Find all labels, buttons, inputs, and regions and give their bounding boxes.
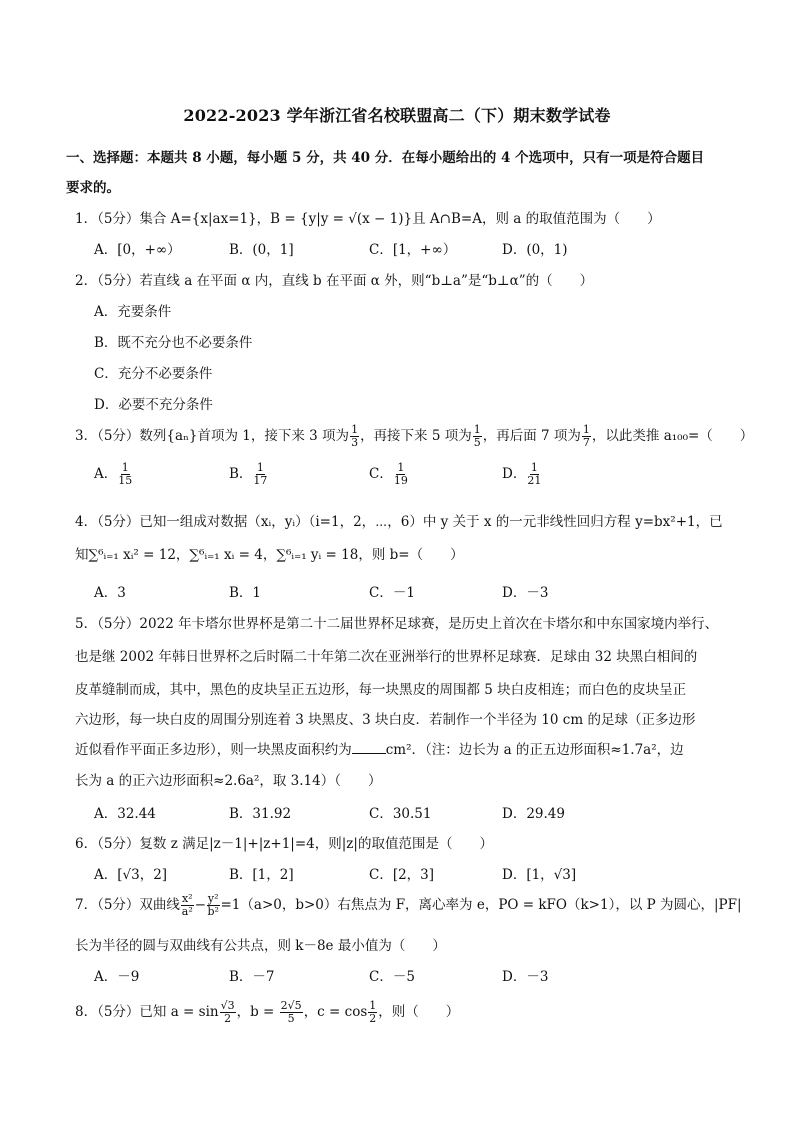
q3-frac-2-den: 5 — [473, 436, 481, 449]
q3-suffix: ，以此类推 a₁₀₀=（ ） — [591, 428, 754, 444]
q3-option-a-label: A． — [94, 466, 118, 482]
section-heading-line2: 要求的。 — [66, 180, 120, 196]
q3-option-d-frac — [527, 462, 541, 487]
question-1-text: 1．（5分）集合 A={x|ax=1}，B = {y|y = √(x − 1)}且 A∩B=A，则 a 的取值范围为（ ） — [75, 211, 661, 227]
q8-prefix: 8．（5分）已知 a = sin — [75, 1004, 219, 1020]
q6-option-a[interactable]: A．[√3，2] — [94, 867, 168, 883]
q7-option-b[interactable]: B．－7 — [229, 969, 275, 985]
q3-option-b-frac — [253, 462, 267, 487]
q3-option-c[interactable] — [369, 462, 409, 487]
q6-option-b[interactable]: B．[1，2] — [229, 867, 294, 883]
q8-frac-c — [368, 1000, 377, 1025]
q3-frac-3 — [582, 424, 591, 449]
q8-mid1: ，b = — [236, 1004, 279, 1020]
q7-mid: （a>0，b>0）右焦点为 F，离心率为 e，PO = kFO（k>1），以 P 为圆心，|PF| — [240, 897, 742, 913]
q5-option-d[interactable]: D．29.49 — [502, 806, 565, 822]
q8-suffix: ，则（ ） — [378, 1004, 460, 1020]
q1-option-b[interactable]: B．(0，1] — [229, 242, 294, 258]
q8-frac-b — [280, 1000, 303, 1025]
q3-frac-2 — [473, 424, 482, 449]
q7-option-c[interactable]: C．－5 — [369, 969, 415, 985]
q8-frac-c-num: 1 — [369, 999, 377, 1012]
q3-option-a-den: 15 — [118, 474, 133, 487]
q5-line5-end: cm²．（注：边长为 a 的正五边形面积≈1.7a²，边 — [385, 742, 684, 758]
q3-option-c-num: 1 — [397, 461, 405, 474]
answer-blank[interactable] — [352, 741, 386, 754]
q8-frac-b-num: 2√5 — [280, 999, 302, 1012]
question-5-line2: 也是继 2002 年韩日世界杯之后时隔二十年第二次在亚洲举行的世界杯足球赛．足球由 32 块黑白相间的 — [75, 649, 698, 665]
q5-line5-start: 近似看作平面正多边形），则一块黑皮面积约为 — [75, 742, 352, 758]
q1-option-c[interactable]: C．[1，+∞） — [369, 242, 457, 258]
question-5-line6: 长为 a 的正六边形面积≈2.6a²，取 3.14）（ ） — [75, 773, 382, 789]
q7-frac-x-num: x² — [181, 892, 193, 905]
question-6-text: 6．（5分）复数 z 满足|z－1|+|z+1|=4，则|z|的取值范围是（ ） — [75, 836, 493, 852]
q6-option-c[interactable]: C．[2，3] — [369, 867, 435, 883]
q8-mid2: ，c = cos — [303, 1004, 368, 1020]
question-3-text — [75, 423, 754, 449]
q3-option-b[interactable] — [229, 462, 268, 487]
q7-frac-y-den: b² — [207, 905, 219, 918]
q3-mid2: ，再后面 7 项为 — [482, 428, 581, 444]
q3-option-d-label: D． — [502, 466, 527, 482]
q2-option-d[interactable]: D．必要不充分条件 — [94, 397, 213, 413]
q8-frac-a-num: √3 — [220, 999, 235, 1012]
question-5-line1: 5．（5分）2022 年卡塔尔世界杯是第二十二届世界杯足球赛，是历史上首次在卡塔尔和中东国家境内举行、 — [75, 616, 719, 632]
q8-frac-a-den: 2 — [224, 1012, 232, 1025]
q8-frac-c-den: 2 — [369, 1012, 377, 1025]
q6-option-d[interactable]: D．[1，√3] — [502, 867, 577, 883]
q3-option-b-num: 1 — [256, 461, 264, 474]
q2-option-b[interactable]: B．既不充分也不必要条件 — [94, 335, 253, 351]
q7-frac-x-den: a² — [181, 905, 193, 918]
q3-option-b-label: B． — [229, 466, 253, 482]
question-7-line2: 长为半径的圆与双曲线有公共点，则 k－8e 最小值为（ ） — [75, 938, 446, 954]
q3-frac-1-num: 1 — [351, 423, 359, 436]
q5-option-b[interactable]: B．31.92 — [229, 806, 292, 822]
question-5-line4: 六边形，每一块白皮的周围分别连着 3 块黑皮、3 块白皮．若制作一个半径为 10 cm 的足球（正多边形 — [75, 712, 696, 728]
q3-option-a-frac — [118, 462, 132, 487]
q3-prefix: 3．（5分）数列{aₙ}首项为 1，接下来 3 项为 — [75, 428, 350, 444]
question-7-line1 — [75, 892, 742, 918]
q3-frac-3-den: 7 — [582, 436, 590, 449]
q7-minus: − — [194, 897, 206, 913]
q3-option-d-den: 21 — [527, 474, 542, 487]
q3-option-a[interactable] — [94, 462, 133, 487]
question-2-text: 2．（5分）若直线 a 在平面 α 内，直线 b 在平面 α 外，则“b⊥a”是“b⊥α”的（ ） — [75, 273, 594, 289]
q3-option-b-den: 17 — [253, 474, 268, 487]
q4-option-a[interactable]: A．3 — [94, 585, 126, 601]
page-title: 2022-2023 学年浙江省名校联盟高二（下）期末数学试卷 — [183, 106, 611, 125]
q7-frac-y — [207, 893, 220, 918]
q3-frac-2-num: 1 — [473, 423, 481, 436]
q7-frac-x — [181, 893, 194, 918]
q4-option-b[interactable]: B．1 — [229, 585, 262, 601]
q3-option-c-den: 19 — [393, 474, 408, 487]
q5-option-a[interactable]: A．32.44 — [94, 806, 156, 822]
q3-frac-1 — [350, 424, 359, 449]
q8-frac-b-den: 5 — [287, 1012, 295, 1025]
question-5-line3: 皮革缝制而成，其中，黑色的皮块呈正五边形，每一块黑皮的周围都 5 块白皮相连；而白色的皮块呈正 — [75, 682, 687, 698]
q7-frac-y-num: y² — [207, 892, 219, 905]
q1-option-a[interactable]: A．[0，+∞） — [94, 242, 181, 258]
q8-frac-a — [220, 1000, 236, 1025]
q2-option-a[interactable]: A．充要条件 — [94, 304, 172, 320]
q3-option-d[interactable] — [502, 462, 542, 487]
q3-option-a-num: 1 — [121, 461, 129, 474]
question-4-line2: 知∑⁶ᵢ₌₁ xᵢ² = 12，∑⁶ᵢ₌₁ xᵢ = 4，∑⁶ᵢ₌₁ yᵢ = 18，则 b=（ ） — [75, 547, 464, 563]
q7-option-d[interactable]: D．－3 — [502, 969, 549, 985]
q3-option-c-label: C． — [369, 466, 393, 482]
section-heading-line1: 一、选择题：本题共 8 小题，每小题 5 分，共 40 分．在每小题给出的 4 个选项中，只有一项是符合题目 — [66, 150, 705, 166]
question-4-line1: 4．（5分）已知一组成对数据（xᵢ，yᵢ）（i=1，2，⋯，6）中 y 关于 x 的一元非线性回归方程 y=bx²+1，已 — [75, 514, 723, 530]
q2-option-c[interactable]: C．充分不必要条件 — [94, 366, 213, 382]
q7-option-a[interactable]: A．－9 — [94, 969, 140, 985]
q3-option-d-num: 1 — [530, 461, 538, 474]
question-8-text — [75, 1000, 725, 1025]
q3-option-c-frac — [394, 462, 408, 487]
q1-option-d[interactable]: D．(0，1) — [502, 242, 568, 258]
q3-mid1: ，再接下来 5 项为 — [360, 428, 472, 444]
q4-option-c[interactable]: C．－1 — [369, 585, 415, 601]
q7-prefix: 7．（5分）双曲线 — [75, 897, 180, 913]
q4-option-d[interactable]: D．－3 — [502, 585, 549, 601]
question-5-line5 — [75, 738, 725, 758]
q3-frac-1-den: 3 — [351, 436, 359, 449]
q3-frac-3-num: 1 — [582, 423, 590, 436]
q7-eq: =1 — [220, 897, 241, 913]
q5-option-c[interactable]: C．30.51 — [369, 806, 432, 822]
